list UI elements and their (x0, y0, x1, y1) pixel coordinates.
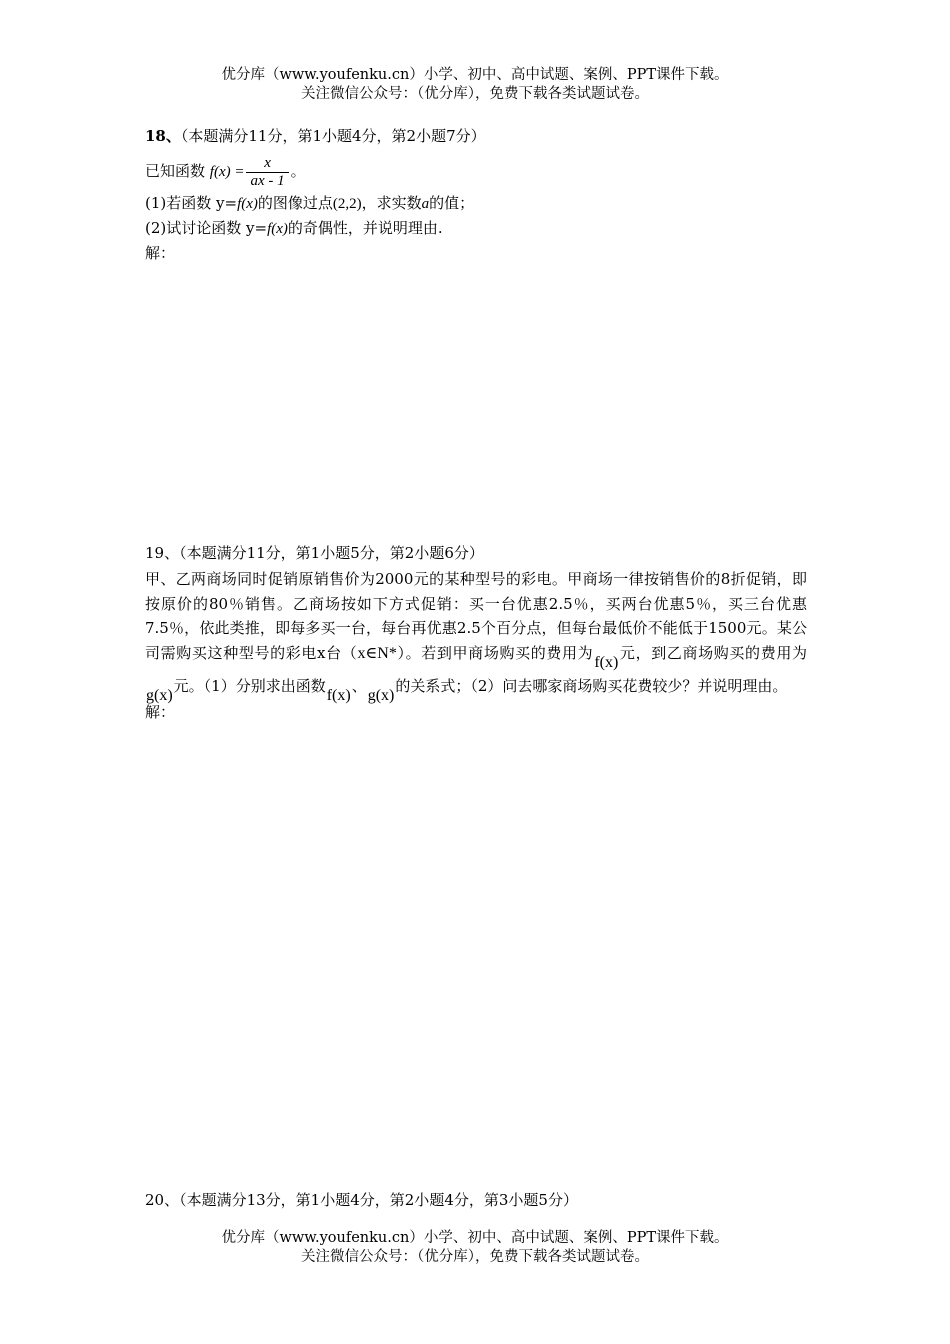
body-text-5: 的关系式；（2）问去哪家商场购买花费较少？并说明理由。 (395, 677, 788, 695)
function-fraction (246, 155, 288, 190)
question-19 (145, 543, 807, 724)
page-header (0, 66, 950, 104)
function-g-x: g(x) (146, 687, 173, 704)
footer-line-2: 关注微信公众号：（优分库），免费下载各类试题试卷。 (301, 1249, 649, 1265)
question-20 (145, 1190, 807, 1210)
part1-prefix: (1)若函数 y= (145, 194, 238, 212)
part2-prefix: (2)试讨论函数 y= (145, 219, 268, 237)
question-18-intro (145, 152, 807, 191)
part2-function: f(x) (267, 221, 288, 237)
question-20-heading (145, 1190, 807, 1210)
part1-text: 的图像过点 (257, 194, 333, 212)
part1-suffix: 的值； (429, 194, 475, 212)
function-f-x-2: f(x) (326, 687, 351, 704)
fraction-denominator: ax - 1 (246, 172, 288, 190)
question-20-points: （本题满分13分，第1小题4分，第2小题4分，第3小题5分） (179, 1191, 578, 1209)
question-19-body (145, 567, 807, 704)
body-text-2: ）。若到甲商场购买的费用为 (396, 643, 594, 662)
part1-point: (2,2) (332, 196, 362, 212)
question-19-heading (145, 543, 807, 563)
fraction-numerator: x (264, 154, 271, 171)
question-18-number: 18、 (145, 127, 181, 145)
intro-suffix: 。 (290, 162, 306, 180)
question-18-part-2 (145, 216, 807, 241)
question-18-points: （本题满分11分，第1小题4分，第2小题7分） (180, 127, 486, 145)
body-text-1: 甲、乙两商场同时促销原销售价为2000元的某种型号的彩电。甲商场一律按销售价的8折促销，即按原价的80％销售。乙商场按如下方式促销：买一台优惠2.5％，买两台优惠5％，买三台优惠7.5％，依此类推，即每多买一台，每台再优惠2.5个百分点，但每台最低价不能低于1500元。某公司需购买这种型号的彩电x台（ (145, 570, 807, 662)
function-lhs: f(x) = (209, 164, 245, 180)
page-footer (0, 1229, 950, 1267)
function-g-x-2: g(x) (367, 687, 395, 704)
header-line-1: 优分库（www.youfenku.cn）小学、初中、高中试题、案例、PPT课件下载。 (221, 67, 729, 83)
part1-function: f(x) (237, 196, 258, 212)
question-18-answer-label: 解： (145, 244, 176, 262)
separator: 、 (351, 677, 367, 695)
body-text-4: 元。（1）分别求出函数 (173, 677, 326, 695)
intro-text: 已知函数 (145, 162, 206, 180)
question-20-number: 20、 (145, 1191, 180, 1209)
part2-suffix: 的奇偶性，并说明理由. (287, 219, 443, 237)
question-18-part-1 (145, 191, 807, 216)
part1-variable: a (421, 196, 430, 212)
question-18-heading (145, 126, 807, 146)
question-18 (145, 126, 807, 265)
header-line-2: 关注微信公众号：（优分库），免费下载各类试题试卷。 (301, 86, 649, 102)
question-19-points: （本题满分11分，第1小题5分，第2小题6分） (179, 544, 484, 562)
question-19-number: 19、 (145, 544, 180, 562)
footer-line-1: 优分库（www.youfenku.cn）小学、初中、高中试题、案例、PPT课件下载。 (221, 1230, 729, 1246)
function-f-x: f(x) (594, 653, 619, 671)
body-text-3: 元，到乙商场购买的费用为 (619, 643, 807, 662)
question-19-answer-label: 解： (145, 702, 176, 721)
part1-text-2: ，求实数 (361, 194, 422, 212)
set-notation: x∈N* (357, 644, 397, 662)
